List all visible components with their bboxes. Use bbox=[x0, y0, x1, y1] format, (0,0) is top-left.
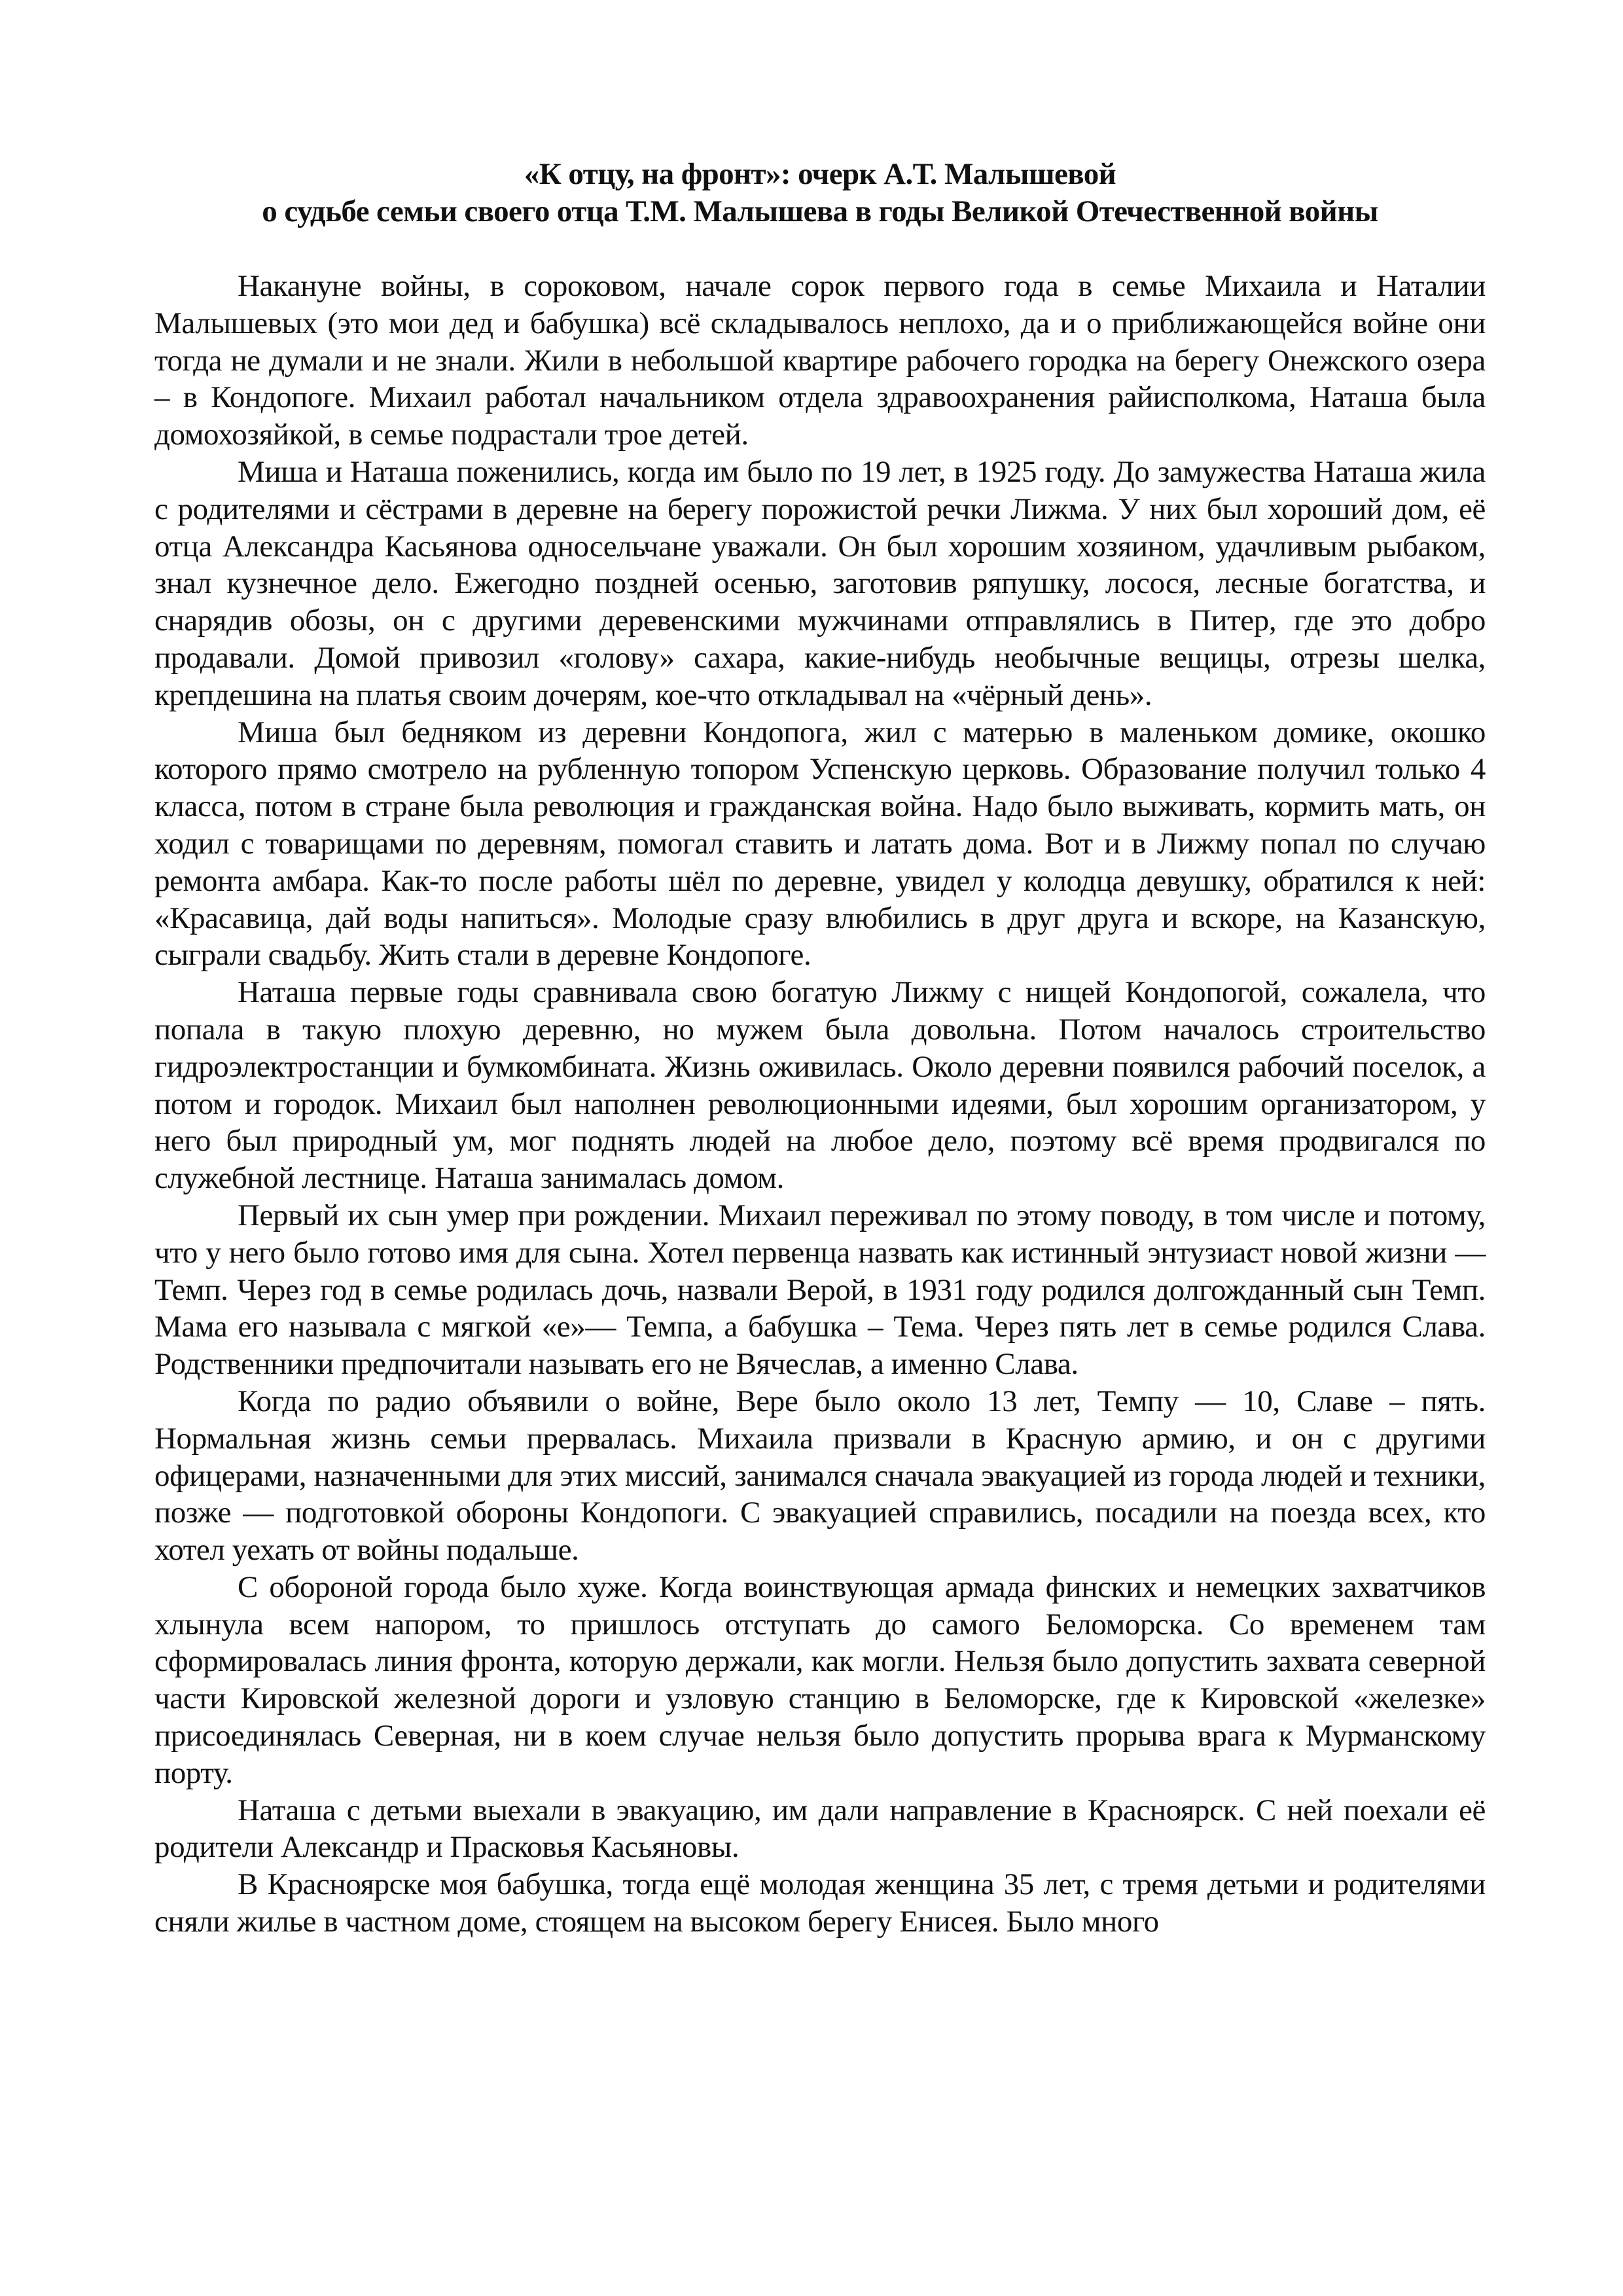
document-page bbox=[154, 156, 1486, 1941]
paragraph: Миша был бедняком из деревни Кондопога, жил с матерью в маленьком домике, окошко которого прямо смотрело на рубленную топором Успенскую церковь. Образование получил только 4 класса, потом в стране была революция и гражданская война. Надо было выживать, кормить мать, он ходил с товарищами по деревням, помогал ставить и латать дома. Вот и в Лижму попал по случаю ремонта амбара. Как-то после работы шёл по деревне, увидел у колодца девушку, обратился к ней: «Красавица, дай воды напиться». Молодые сразу влюбились в друг друга и вскоре, на Казанскую, сыграли свадьбу. Жить стали в деревне Кондопоге. bbox=[154, 715, 1486, 973]
paragraph: Когда по радио объявили о войне, Вере было около 13 лет, Темпу — 10, Славе – пять. Нормальная жизнь семьи прервалась. Михаила призвали в Красную армию, и он с другими офицерами, назначенными для этих миссий, занимался сначала эвакуацией из города людей и техники, позже — подготовкой обороны Кондопоги. С эвакуацией справились, посадили на поезда всех, кто хотел уехать от войны подальше. bbox=[154, 1384, 1486, 1568]
paragraph: Наташа первые годы сравнивала свою богатую Лижму с нищей Кондопогой, сожалела, что попала в такую плохую деревню, но мужем была довольна. Потом началось строительство гидроэлектростанции и бумкомбината. Жизнь оживилась. Около деревни появился рабочий поселок, а потом и городок. Михаил был наполнен революционными идеями, был хорошим организатором, у него был природный ум, мог поднять людей на любое дело, поэтому всё время продвигался по служебной лестнице. Наташа занималась домом. bbox=[154, 975, 1486, 1196]
document-body bbox=[154, 268, 1486, 1941]
paragraph: В Красноярске моя бабушка, тогда ещё молодая женщина 35 лет, с тремя детьми и родителями сняли жилье в частном доме, стоящем на высоком берегу Енисея. Было много bbox=[154, 1867, 1486, 1939]
document-title bbox=[154, 156, 1486, 230]
title-line-1: «К отцу, на фронт»: очерк А.Т. Малышевой bbox=[524, 157, 1116, 191]
paragraph: Миша и Наташа поженились, когда им было по 19 лет, в 1925 году. До замужества Наташа жила с родителями и сёстрами в деревне на берегу порожистой речки Лижма. У них был хороший дом, её отца Александра Касьянова односельчане уважали. Он был хорошим хозяином, удачливым рыбаком, знал кузнечное дело. Ежегодно поздней осенью, заготовив ряпушку, лосося, лесные богатства, и снарядив обозы, он с другими деревенскими мужчинами отправлялись в Питер, где это добро продавали. Домой привозил «голову» сахара, какие-нибудь необычные вещицы, отрезы шелка, крепдешина на платья своим дочерям, кое-что откладывал на «чёрный день». bbox=[154, 454, 1486, 712]
title-line-2: о судьбе семьи своего отца Т.М. Малышева в годы Великой Отечественной войны bbox=[262, 194, 1378, 228]
paragraph: С обороной города было хуже. Когда воинствующая армада финских и немецких захватчиков хлынула всем напором, то пришлось отступать до самого Беломорска. Со временем там сформировалась линия фронта, которую держали, как могли. Нельзя было допустить захвата северной части Кировской железной дороги и узловую станцию в Беломорске, где к Кировской «железке» присоединялась Северная, ни в коем случае нельзя было допустить прорыва врага к Мурманскому порту. bbox=[154, 1570, 1486, 1790]
paragraph: Первый их сын умер при рождении. Михаил переживал по этому поводу, в том числе и потому, что у него было готово имя для сына. Хотел первенца назвать как истинный энтузиаст новой жизни — Темп. Через год в семье родилась дочь, назвали Верой, в 1931 году родился долгожданный сын Темп. Мама его называла с мягкой «е»— Темпа, а бабушка – Тема. Через пять лет в семье родился Слава. Родственники предпочитали называть его не Вячеслав, а именно Слава. bbox=[154, 1198, 1486, 1382]
paragraph: Накануне войны, в сороковом, начале сорок первого года в семье Михаила и Наталии Малышевых (это мои дед и бабушка) всё складывалось неплохо, да и о приближающейся войне они тогда не думали и не знали. Жили в небольшой квартире рабочего городка на берегу Онежского озера – в Кондопоге. Михаил работал начальником отдела здравоохранения райисполкома, Наташа была домохозяйкой, в семье подрастали трое детей. bbox=[154, 269, 1486, 452]
paragraph: Наташа с детьми выехали в эвакуацию, им дали направление в Красноярск. С ней поехали её родители Александр и Прасковья Касьяновы. bbox=[154, 1793, 1486, 1865]
